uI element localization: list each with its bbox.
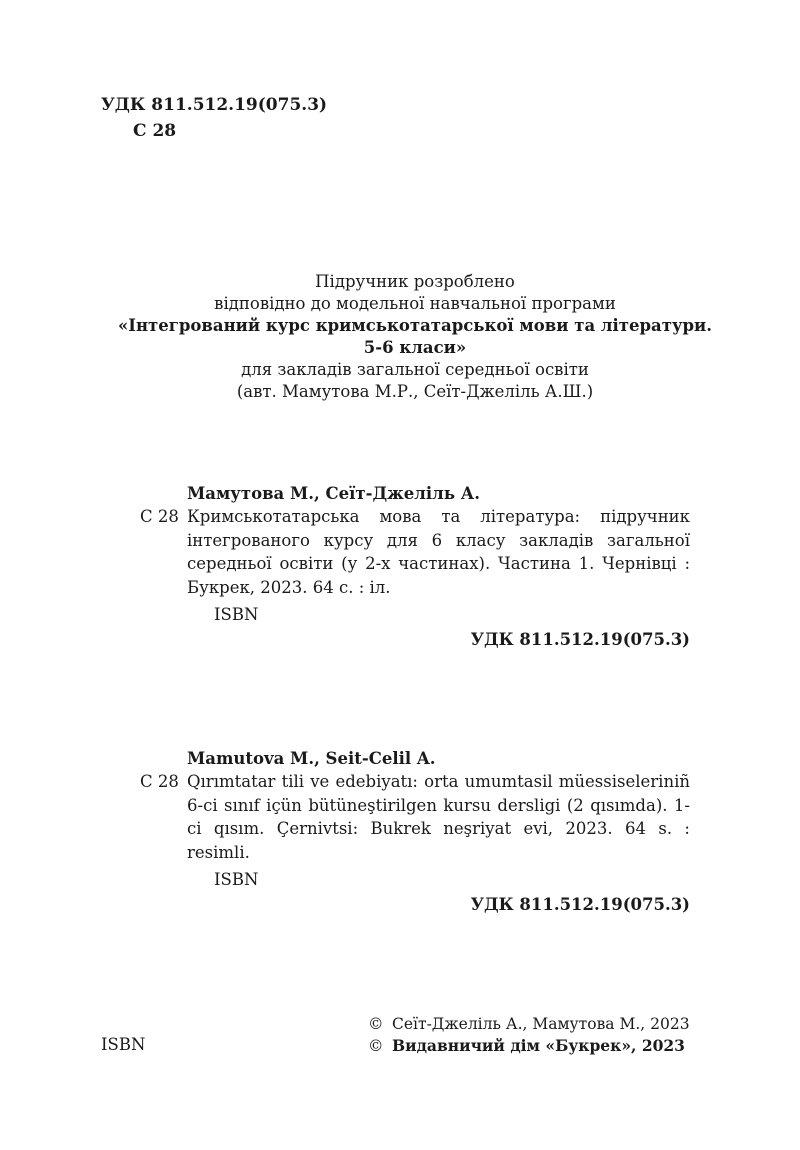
udc-header <box>101 92 327 144</box>
entry-udc: УДК 811.512.19(075.3) <box>470 895 690 914</box>
entry-code: С 28 <box>140 772 179 791</box>
note-line: 5-6 класи» <box>363 338 467 357</box>
copyright-icon: © <box>368 1037 384 1055</box>
entry-code: С 28 <box>140 507 179 526</box>
entry-row <box>140 770 690 864</box>
copyright-block <box>368 1014 690 1057</box>
note-line: відповідно до модельної навчальної програми <box>214 294 616 313</box>
entry-author: Мамутова М., Сеїт-Джеліль А. <box>187 484 480 503</box>
note-line: «Інтегрований курс кримськотатарської мови та літератури. <box>117 316 713 335</box>
entry-isbn: ISBN <box>214 605 259 624</box>
development-note <box>100 271 730 403</box>
note-line: Підручник розроблено <box>315 272 515 291</box>
entry-isbn: ISBN <box>214 870 259 889</box>
note-line: (авт. Мамутова М.Р., Сеїт-Джеліль А.Ш.) <box>236 382 594 401</box>
entry-row <box>140 505 690 599</box>
copyright-icon: © <box>368 1015 384 1033</box>
note-line: для закладів загальної середньої освіти <box>241 360 589 379</box>
entry-author: Mamutova M., Seit-Celil A. <box>187 749 436 768</box>
copyright-text: Видавничий дім «Букрек», 2023 <box>392 1036 685 1055</box>
copyright-line <box>368 1035 690 1057</box>
isbn-label: ISBN <box>101 1035 146 1054</box>
copyright-text: Сеїт-Джеліль А., Мамутова М., 2023 <box>392 1015 690 1033</box>
entry-description: Qırımtatar tili ve edebiyatı: orta umumtasil müessiseleriniñ 6-ci sınıf içün bütüneştirilgen kursu dersligi (2 qısımda). 1-ci qısım. Çernivtsi: Bukrek neşriyat evi, 2023. 64 s. : resimli. <box>187 772 690 862</box>
catalog-entry-crimean-tatar <box>140 748 690 916</box>
catalog-entry-ukrainian <box>140 483 690 651</box>
entry-udc: УДК 811.512.19(075.3) <box>470 630 690 649</box>
cutter-number: С 28 <box>133 121 177 141</box>
entry-description: Кримськотатарська мова та література: підручник інтегрованого курсу для 6 класу закладів загальної середньої освіти (у 2-х частинах). Частина 1. Чернівці : Букрек, 2023. 64 с. : іл. <box>187 507 690 597</box>
udc-code: УДК 811.512.19(075.3) <box>101 95 328 115</box>
copyright-line <box>368 1014 690 1035</box>
